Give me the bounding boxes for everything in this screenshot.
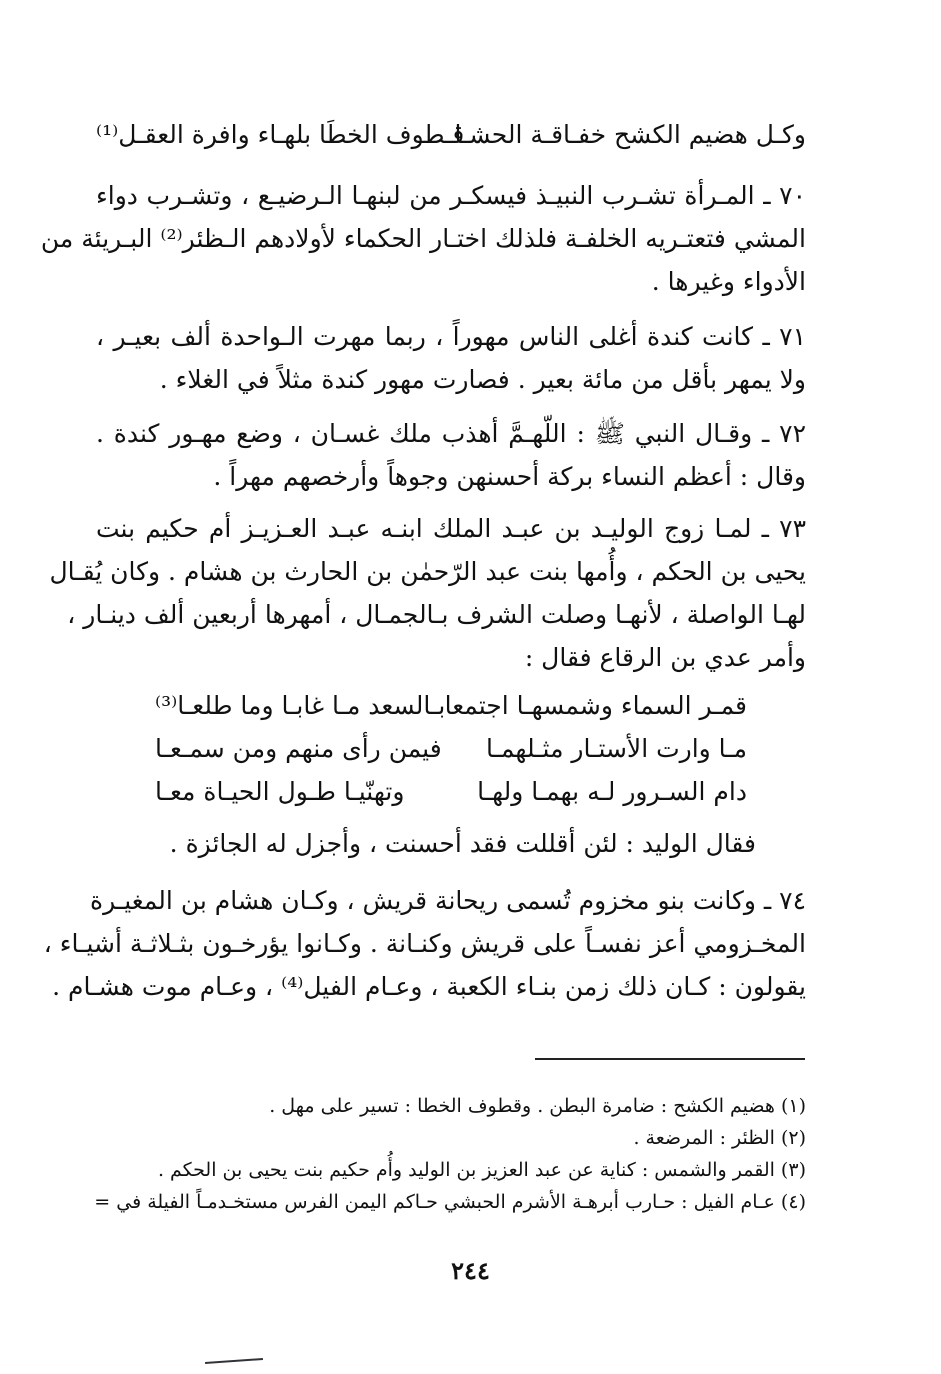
paragraph-71 — [96, 315, 806, 401]
hemistich-second: قـطوف الخطَا بلهـاء وافرة العقـل⁽¹⁾ — [96, 120, 465, 149]
page-number: ٢٤٤ — [451, 1256, 490, 1285]
paragraph-72 — [96, 412, 806, 498]
text-line: يقولون : كـان ذلك زمن بنـاء الكعبة ، وعـام الفيل⁽⁴⁾ ، وعـام موت هشـام . — [52, 972, 806, 1001]
footnote: (٢) الظئر : المرضعة . — [633, 1127, 806, 1149]
text-line: ٧٤ ـ وكانت بنو مخزوم تُسمى ريحانة قريش ، وكـان هشام بن المغيـرة — [90, 886, 806, 915]
paragraph-70 — [40, 174, 806, 303]
text-line: فقال الوليد : لئن أقللت فقد أحسنت ، وأجزل له الجائزة . — [169, 829, 756, 858]
footnote-separator — [535, 1058, 805, 1060]
opening-couplet — [96, 113, 806, 156]
text-line: ٧٠ ـ المـرأة تشـرب النبيـذ فيسكـر من لبنهـا الـرضيـع ، وتشـرب دواء — [96, 181, 806, 210]
footnote: (٤) عـام الفيل : حـارب أبرهـة الأشرم الحبشي حـاكم اليمن الفرس مستخـدمـاً الفيلة في = — [94, 1191, 806, 1213]
text-line: ٧٢ ـ وقـال النبي ﷺ : اللّهـمَّ أهذب ملك غسـان ، وضع مهـور كندة . — [96, 419, 806, 448]
hemistich-first: قمـر السماء وشمسهـا اجتمعا — [444, 691, 747, 720]
text-line: المشي فتعتـريه الخلفـة فلذلك اختـار الحكماء لأولادهم الـظئر⁽²⁾ البـريئة من — [40, 224, 806, 253]
verse-line — [96, 113, 806, 156]
verse-line — [155, 727, 747, 770]
after-poem-line — [96, 822, 756, 865]
text-line: وقال : أعظم النساء بركة أحسنهن وجوهاً وأرخصهم مهراً . — [213, 462, 806, 491]
text-line: ولا يمهر بأقل من مائة بعير . فصارت مهور كندة مثلاً في الغلاء . — [159, 365, 806, 394]
poem — [155, 684, 747, 813]
text-line: لهـا الواصلة ، لأنهـا وصلت الشرف بـالجمـال ، أمهرها أربعين ألف دينـار ، — [67, 600, 806, 629]
paragraph-73 — [49, 507, 806, 679]
text-line: المخـزومي أعز نفسـاً على قريش وكنـانة . وكـانوا يؤرخـون بثـلاثـة أشيـاء ، — [43, 929, 806, 958]
hemistich-first: دام السـرور لـه بهمـا ولهـا — [477, 777, 747, 806]
hemistich-second: بـالسعد مـا غابـا وما طلعـا⁽³⁾ — [155, 691, 446, 720]
text-line: يحيى بن الحكم ، وأُمها بنت عبد الرّحمٰن بن الحارث بن هشام . وكان يُقـال — [49, 557, 806, 586]
verse-line — [155, 770, 747, 813]
hemistich-second: وتهنّيـا طـول الحيـاة معـا — [155, 777, 405, 806]
text-line: الأدواء وغيرها . — [651, 267, 806, 296]
footnote: (٣) القمر والشمس : كناية عن عبد العزيز بن الوليد وأُم حكيم بنت يحيى بن الحكم . — [157, 1159, 806, 1181]
hemistich-first: مـا وارت الأستـار مثـلهمـا — [486, 734, 747, 763]
footnotes — [96, 1090, 806, 1218]
text-line: ٧١ ـ كانت كندة أغلى الناس مهوراً ، ربما مهرت الـواحدة ألف بعيـر ، — [96, 322, 806, 351]
hemistich-first: وكـل هضيم الكشح خفـاقـة الحشـا — [454, 120, 806, 149]
hemistich-second: فيمن رأى منهم ومن سمـعـا — [155, 734, 442, 763]
text-line: وأمر عدي بن الرقاع فقال : — [524, 643, 806, 672]
verse-line — [155, 684, 747, 727]
footnote: (١) هضيم الكشح : ضامرة البطن . وقطوف الخطا : تسير على مهل . — [269, 1095, 806, 1117]
scan-mark — [205, 1358, 263, 1364]
text-line: ٧٣ ـ لمـا زوج الوليـد بن عبـد الملك ابنـه عبـد العـزيـز أم حكيم بنت — [96, 514, 806, 543]
paragraph-74 — [43, 879, 806, 1008]
